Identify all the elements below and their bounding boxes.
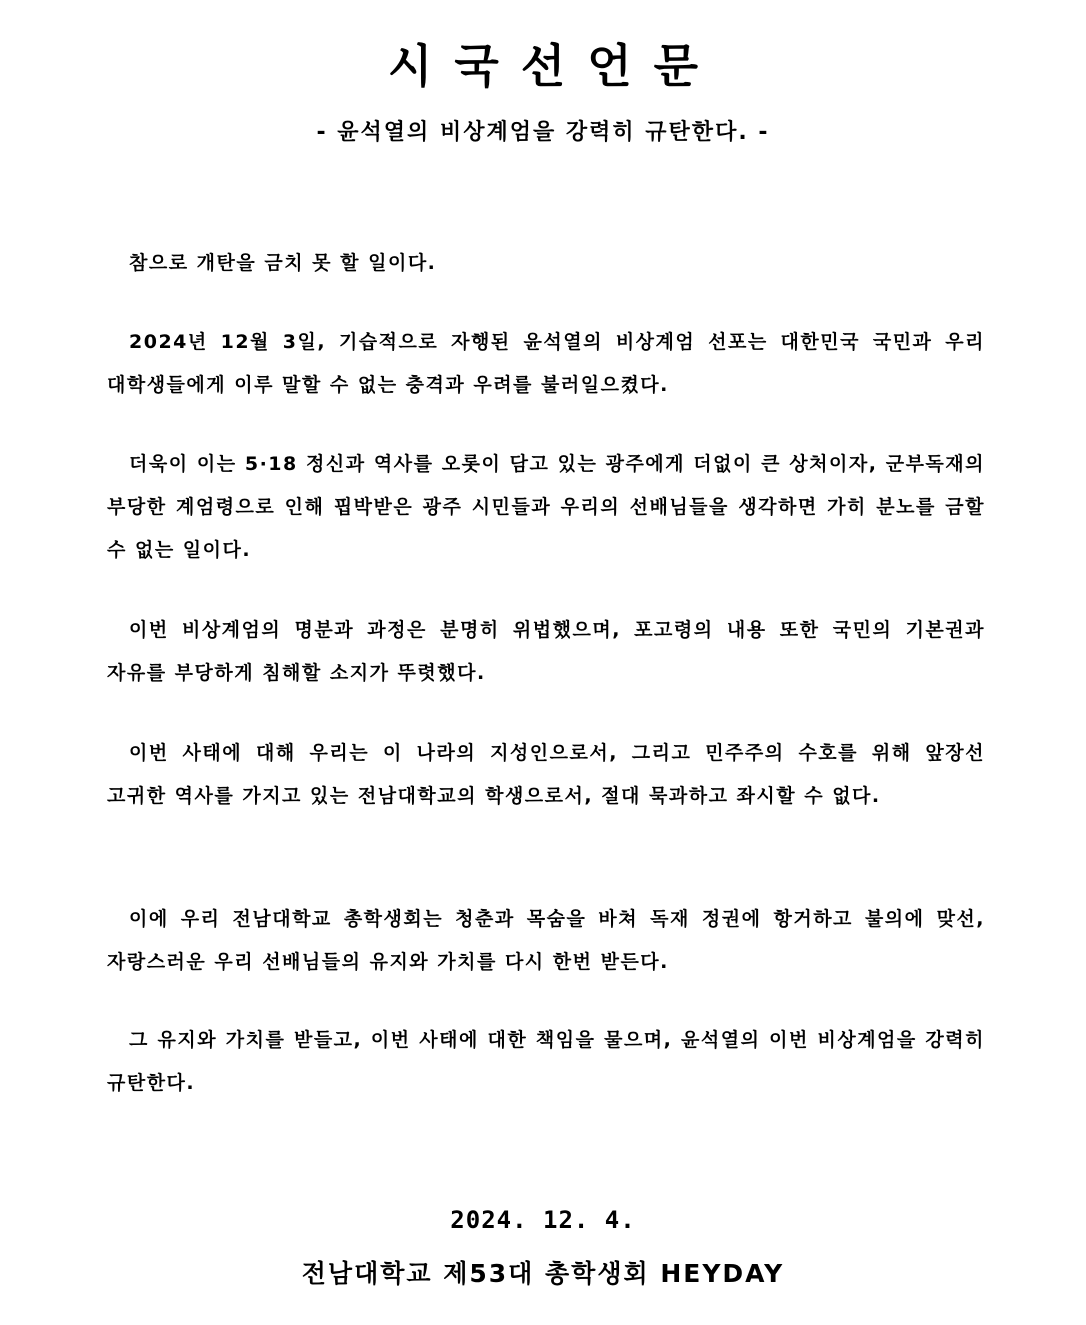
document-subtitle: - 윤석열의 비상계엄을 강력히 규탄한다. - [316, 120, 770, 145]
paragraph-5 [107, 732, 985, 818]
document-date: 2024. 12. 4. [450, 1206, 636, 1234]
paragraph-4 [107, 609, 985, 695]
paragraph-text: 2024년 12월 3일, 기습적으로 자행된 윤석열의 비상계엄 선포는 대한민국 국민과 우리 대학생들에게 이루 말할 수 없는 충격과 우려를 불러일으켰다. [107, 331, 985, 396]
paragraph-text: 더욱이 이는 5·18 정신과 역사를 오롯이 담고 있는 광주에게 더없이 큰 상처이자, 군부독재의 부당한 계엄령으로 인해 핍박받은 광주 시민들과 우리의 선배님들을 생각하면 가히 분노를 금할 수 없는 일이다. [107, 453, 985, 561]
paragraph-text: 그 유지와 가치를 받들고, 이번 사태에 대한 책임을 물으며, 윤석열의 이번 비상계엄을 강력히 규탄한다. [107, 1029, 985, 1094]
paragraph-6 [107, 898, 985, 984]
document-title: 시국선언문 [387, 39, 721, 93]
paragraph-1 [107, 242, 985, 285]
paragraph-text: 참으로 개탄을 금치 못 할 일이다. [129, 252, 437, 274]
paragraph-text: 이에 우리 전남대학교 총학생회는 청춘과 목숨을 바쳐 독재 정권에 항거하고 불의에 맞선, 자랑스러운 우리 선배님들의 유지와 가치를 다시 한번 받든다. [107, 908, 985, 973]
paragraph-text: 이번 사태에 대해 우리는 이 나라의 지성인으로서, 그리고 민주주의 수호를 위해 앞장선 고귀한 역사를 가지고 있는 전남대학교의 학생으로서, 절대 묵과하고 좌시할 수 없다. [107, 742, 985, 807]
document-signature: 전남대학교 제53대 총학생회 HEYDAY [301, 1259, 785, 1288]
paragraph-2 [107, 321, 985, 407]
paragraph-7 [107, 1019, 985, 1105]
paragraph-text: 이번 비상계엄의 명분과 과정은 분명히 위법했으며, 포고령의 내용 또한 국민의 기본권과 자유를 부당하게 침해할 소지가 뚜렷했다. [107, 619, 985, 684]
paragraph-3 [107, 443, 985, 572]
